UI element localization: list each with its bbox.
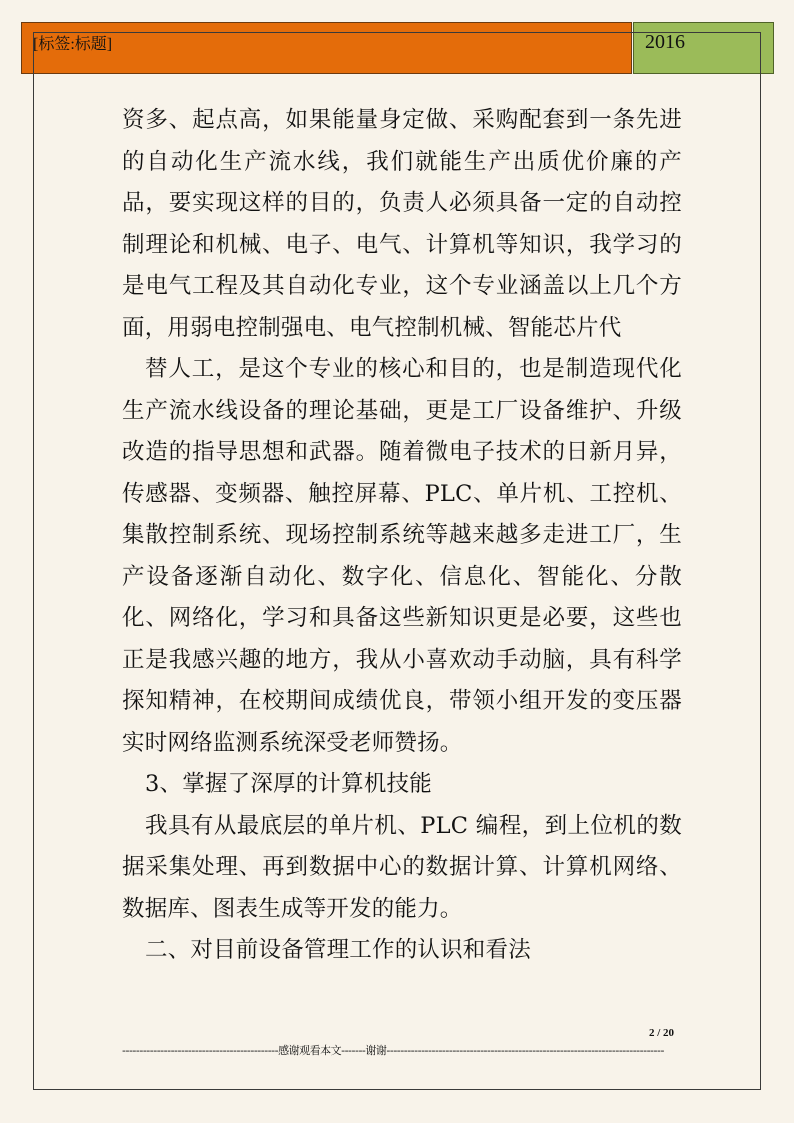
paragraph-5: 二、对目前设备管理工作的认识和看法 <box>145 937 531 963</box>
page-number: 2 / 20 <box>648 1027 674 1039</box>
paragraph-2: 替人工，是这个专业的核心和目的，也是制造现代化生产流水线设备的理论基础，更是工厂设备维护、升级改造的指导思想和武器。随着微电子技术的日新月异，传感器、变频器、触控屏幕、PLC、单片机、工控机、集散控制系统、现场控制系统等越来越多走进工厂，生产设备逐渐自动化、数字化、信息化、智能化、分散化、网络化，学习和具备这些新知识更是必要，这些也正是我感兴趣的地方，我从小喜欢动手动脑，具有科学探知精神，在校期间成绩优良，带领小组开发的变压器实时网络监测系统深受老师赞扬。 <box>122 356 682 756</box>
paragraph-1: 资多、起点高，如果能量身定做、采购配套到一条先进的自动化生产流水线，我们就能生产出质优价廉的产品，要实现这样的目的，负责人必须具备一定的自动控制理论和机械、电子、电气、计算机等知识，我学习的是电气工程及其自动化专业，这个专业涵盖以上几个方面，用弱电控制强电、电气控制机械、智能芯片代 <box>122 107 682 341</box>
paragraph-3: 3、掌握了深厚的计算机技能 <box>145 771 432 797</box>
header-label: [标签:标题] <box>33 36 113 53</box>
paragraph-4: 我具有从最底层的单片机、PLC 编程，到上位机的数据采集处理、再到数据中心的数据计算、计算机网络、数据库、图表生成等开发的能力。 <box>122 812 682 922</box>
header-year: 2016 <box>645 31 685 53</box>
footer-text: ---------------------------------------------感谢观看本文-------谢谢-------------------------------------------------------------------------------- <box>122 1044 664 1057</box>
document-body <box>122 100 682 972</box>
